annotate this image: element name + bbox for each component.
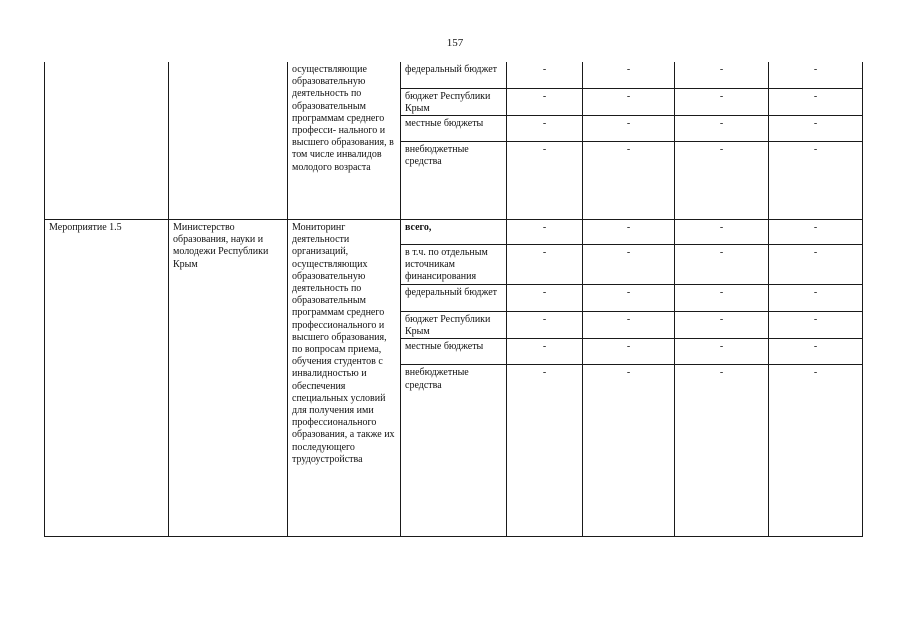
funding-source-cell: всего, bbox=[401, 219, 507, 244]
value-cell: - bbox=[507, 284, 583, 311]
funding-source-cell: местные бюджеты bbox=[401, 339, 507, 365]
value-cell: - bbox=[583, 141, 675, 219]
value-cell: - bbox=[769, 339, 863, 365]
value-cell: - bbox=[769, 115, 863, 141]
value-cell: - bbox=[675, 62, 769, 88]
value-cell: - bbox=[675, 244, 769, 284]
value-cell: - bbox=[507, 219, 583, 244]
value-cell: - bbox=[507, 311, 583, 338]
value-cell: - bbox=[583, 219, 675, 244]
value-cell: - bbox=[769, 284, 863, 311]
funding-source-cell: внебюджетные средства bbox=[401, 365, 507, 537]
description-cell: Мониторинг деятельности организаций, осуществляющих образовательную деятельность по образовательным программам среднего профессионального и высшего образования, по вопросам приема, обучения студентов с инвалидностью и обеспечения специальных условий для получения ими профессионального образования, а также их последующего трудоустройства bbox=[288, 219, 401, 536]
value-cell: - bbox=[675, 141, 769, 219]
value-cell: - bbox=[583, 339, 675, 365]
value-cell: - bbox=[769, 311, 863, 338]
value-cell: - bbox=[583, 88, 675, 115]
value-cell: - bbox=[507, 365, 583, 537]
measure-name-cell: Мероприятие 1.5 bbox=[45, 219, 169, 536]
value-cell: - bbox=[769, 88, 863, 115]
value-cell: - bbox=[769, 141, 863, 219]
value-cell: - bbox=[769, 62, 863, 88]
responsible-cell: Министерство образования, науки и молодежи Республики Крым bbox=[169, 219, 288, 536]
value-cell: - bbox=[769, 365, 863, 537]
value-cell: - bbox=[583, 284, 675, 311]
value-cell: - bbox=[675, 339, 769, 365]
funding-source-cell: внебюджетные средства bbox=[401, 141, 507, 219]
funding-source-cell: бюджет Республики Крым bbox=[401, 88, 507, 115]
table-row bbox=[45, 62, 863, 88]
funding-source-cell: федеральный бюджет bbox=[401, 62, 507, 88]
description-cell: осуществляющие образовательную деятельность по образовательным программам среднего професси- нального и высшего образования, в том числе инвалидов молодого возраста bbox=[288, 62, 401, 219]
value-cell: - bbox=[507, 244, 583, 284]
funding-source-cell: федеральный бюджет bbox=[401, 284, 507, 311]
value-cell: - bbox=[507, 62, 583, 88]
page-number: 157 bbox=[446, 37, 464, 49]
funding-source-cell: бюджет Республики Крым bbox=[401, 311, 507, 338]
table-row bbox=[45, 219, 863, 244]
value-cell: - bbox=[675, 88, 769, 115]
value-cell: - bbox=[507, 88, 583, 115]
value-cell: - bbox=[675, 115, 769, 141]
value-cell: - bbox=[675, 311, 769, 338]
responsible-cell bbox=[169, 62, 288, 219]
value-cell: - bbox=[769, 219, 863, 244]
value-cell: - bbox=[507, 115, 583, 141]
value-cell: - bbox=[769, 244, 863, 284]
measure-name-cell bbox=[45, 62, 169, 219]
value-cell: - bbox=[583, 311, 675, 338]
value-cell: - bbox=[583, 62, 675, 88]
value-cell: - bbox=[507, 141, 583, 219]
funding-table bbox=[44, 62, 863, 537]
funding-source-cell: в т.ч. по отдельным источникам финансирования bbox=[401, 244, 507, 284]
value-cell: - bbox=[675, 365, 769, 537]
value-cell: - bbox=[675, 284, 769, 311]
value-cell: - bbox=[583, 115, 675, 141]
funding-source-cell: местные бюджеты bbox=[401, 115, 507, 141]
value-cell: - bbox=[507, 339, 583, 365]
value-cell: - bbox=[675, 219, 769, 244]
value-cell: - bbox=[583, 244, 675, 284]
value-cell: - bbox=[583, 365, 675, 537]
